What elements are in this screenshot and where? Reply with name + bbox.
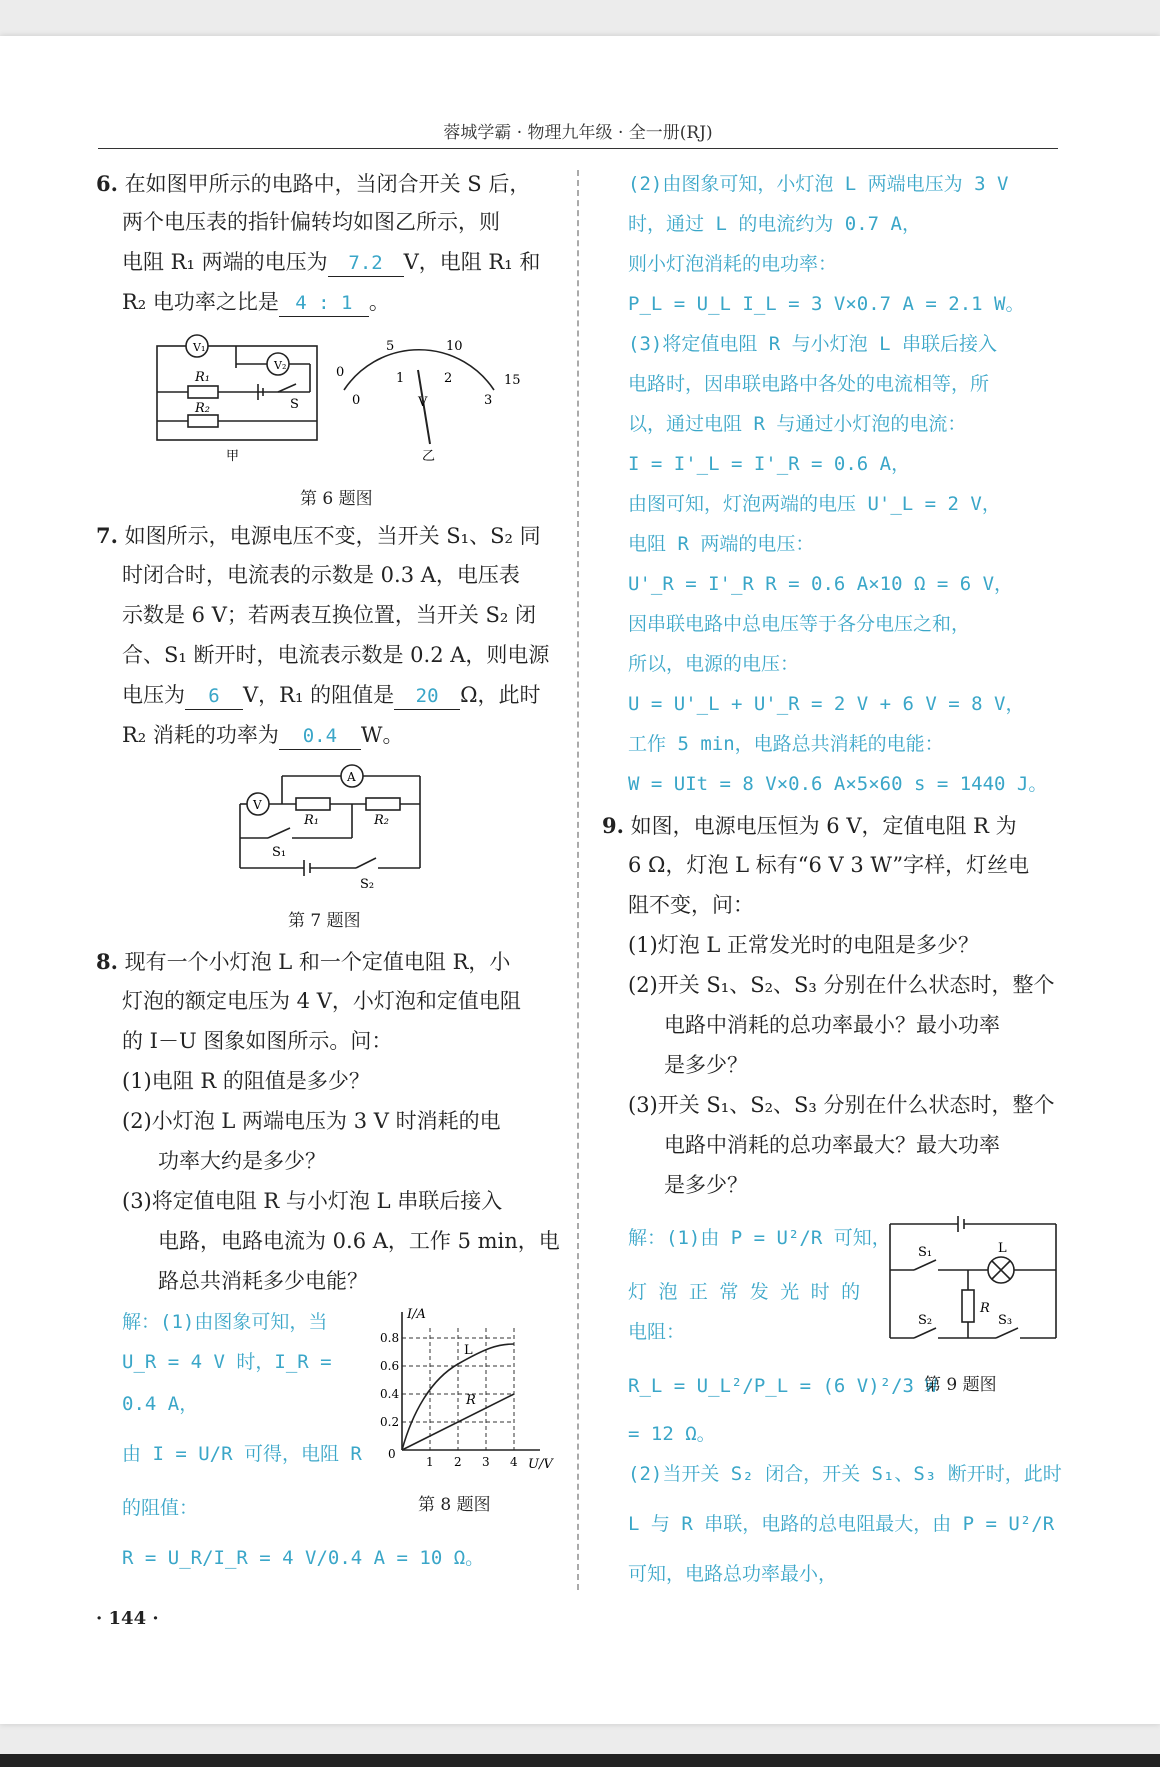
s2-label: S₂ <box>360 877 375 892</box>
y-tick: 0.2 <box>380 1415 400 1429</box>
header-rule <box>98 148 1058 149</box>
answer-line: 时，通过 L 的电流约为 0.7 A， <box>628 213 921 235</box>
q6-line-4b: 。 <box>368 290 390 314</box>
v1-label: V₁ <box>193 341 206 354</box>
meter-tick-bottom: 3 <box>484 393 493 408</box>
question-number: 9. <box>602 813 624 838</box>
q8-solution-6: R = U_R/I_R = 4 V/0.4 A = 10 Ω。 <box>122 1547 485 1569</box>
origin-label: 0 <box>388 1447 396 1461</box>
q9-solution-2: 灯 泡 正 常 发 光 时 的 <box>628 1281 861 1303</box>
answer-line: W = UIt = 8 V×0.6 A×5×60 s = 1440 J。 <box>628 773 1048 795</box>
column-divider <box>577 170 579 1590</box>
q9-caption: 第 9 题图 <box>924 1375 997 1395</box>
answer-line: 所以，电源的电压： <box>628 653 800 675</box>
q8-part-3b: 电路，电路电流为 0.6 A，工作 5 min，电 <box>158 1229 560 1253</box>
r2-resistor <box>188 415 218 427</box>
q9-line-3: 阻不变，问： <box>628 893 754 917</box>
fig-yi-label: 乙 <box>422 449 436 464</box>
q7-line-4: 合、S₁ 断开时，电流表示数是 0.2 A，则电源 <box>122 643 550 667</box>
meter-tick-top: 10 <box>446 339 463 354</box>
answer-line: P_L = U_L I_L = 3 V×0.7 A = 2.1 W。 <box>628 293 1025 315</box>
q9-part-3a: (3)开关 S₁、S₂、S₃ 分别在什么状态时，整个 <box>628 1093 1055 1117</box>
q9-figure <box>884 1212 1064 1352</box>
q8-graph <box>380 1304 560 1484</box>
q6-line-2: 两个电压表的指针偏转均如图乙所示，则 <box>122 210 500 234</box>
answer-line: 因串联电路中总电压等于各分电压之和， <box>628 613 971 635</box>
q7-answer-2: 20 <box>394 684 460 710</box>
q7-line-6b: W。 <box>360 723 404 747</box>
meter-tick-bottom: 2 <box>444 371 453 386</box>
q9-solution-3: 电阻： <box>628 1321 686 1343</box>
q9-solution-1: 解：(1)由 P = U²/R 可知， <box>628 1227 891 1249</box>
q8-line-2: 灯泡的额定电压为 4 V，小灯泡和定值电阻 <box>122 989 521 1013</box>
q8-solution-3: 0.4 A， <box>122 1393 199 1415</box>
r1-resistor <box>188 386 218 398</box>
q8-part-1: (1)电阻 R 的阻值是多少？ <box>122 1069 370 1093</box>
lamp-label: L <box>998 1241 1007 1256</box>
answer-line: 工作 5 min，电路总共消耗的电能： <box>628 733 944 755</box>
q9-solution-6: (2)当开关 S₂ 闭合，开关 S₁、S₃ 断开时，此时 <box>628 1463 1062 1485</box>
meter-tick-top: 5 <box>386 339 395 354</box>
s1-label: S₁ <box>918 1245 933 1260</box>
s2-label: S₂ <box>918 1313 933 1328</box>
ammeter-label: A <box>347 770 356 784</box>
answer-line: 电路时，因串联电路中各处的电流相等，所 <box>628 373 990 395</box>
page-number: · 144 · <box>96 1608 159 1629</box>
q9-solution-5: = 12 Ω。 <box>628 1423 716 1445</box>
q8-part-3a: (3)将定值电阻 R 与小灯泡 L 串联后接入 <box>122 1189 503 1213</box>
q7-line-5c: Ω，此时 <box>460 683 541 707</box>
q7-line-1: 如图所示，电源电压不变，当开关 S₁、S₂ 同 <box>124 524 541 548</box>
y-axis-label: I/A <box>407 1307 426 1322</box>
x-tick: 3 <box>482 1455 490 1469</box>
q6-circuit-frame <box>157 346 317 440</box>
meter-unit: V <box>418 395 428 410</box>
q9-line-1: 如图，电源电压恒为 6 V，定值电阻 R 为 <box>630 814 1017 838</box>
answer-line: (3)将定值电阻 R 与小灯泡 L 串联后接入 <box>628 333 997 355</box>
q6-figure <box>150 326 550 466</box>
q8-caption: 第 8 题图 <box>418 1495 491 1515</box>
q9-part-2b: 电路中消耗的总功率最小？最小功率 <box>664 1013 1000 1037</box>
question-number: 7. <box>96 523 118 548</box>
meter-tick-bottom: 1 <box>396 371 405 386</box>
question-number: 6. <box>96 171 118 196</box>
r1-label: R₁ <box>304 813 319 828</box>
answer-line: I = I'_L = I'_R = 0.6 A， <box>628 453 911 475</box>
q7-answer-3: 0.4 <box>279 724 361 750</box>
q9-part-2a: (2)开关 S₁、S₂、S₃ 分别在什么状态时，整个 <box>628 973 1055 997</box>
fig-jia-label: 甲 <box>226 449 240 464</box>
voltmeter-label: V <box>253 798 262 812</box>
resistor-r <box>962 1290 974 1322</box>
q7-line-5a: 电压为 <box>122 683 185 707</box>
curve-r-label: R <box>466 1393 476 1408</box>
question-number: 8. <box>96 949 118 974</box>
q7-line-6a: R₂ 消耗的功率为 <box>122 723 279 747</box>
answer-line: 以，通过电阻 R 与通过小灯泡的电流： <box>628 413 967 435</box>
r1-resistor <box>296 798 330 810</box>
q7-figure <box>232 762 432 892</box>
switch-label: S <box>290 397 299 412</box>
x-tick: 4 <box>510 1455 518 1469</box>
q7-answer-1: 6 <box>185 684 243 710</box>
answer-line: 则小灯泡消耗的电功率： <box>628 253 838 275</box>
q8-solution-4: 由 I = U/R 可得，电阻 R <box>122 1443 362 1465</box>
q8-line-3: 的 I－U 图象如图所示。问： <box>122 1029 393 1053</box>
q6-answer-2: 4 : 1 <box>279 291 369 317</box>
q8-part-3c: 路总共消耗多少电能？ <box>158 1269 368 1293</box>
q9-line-2: 6 Ω，灯泡 L 标有“6 V 3 W”字样，灯丝电 <box>628 853 1030 877</box>
q7-line-5b: V，R₁ 的阻值是 <box>243 683 395 707</box>
r2-label: R₂ <box>374 813 389 828</box>
q9-solution-7: L 与 R 串联，电路的总电阻最大，由 P = U²/R <box>628 1513 1055 1535</box>
r2-label: R₂ <box>195 401 210 416</box>
q8-line-1: 现有一个小灯泡 L 和一个定值电阻 R，小 <box>124 950 511 974</box>
answer-line: (2)由图象可知，小灯泡 L 两端电压为 3 V <box>628 173 1009 195</box>
q9-solution-8: 可知，电路总功率最小， <box>628 1563 838 1585</box>
q6-line-4a: R₂ 电功率之比是 <box>122 290 279 314</box>
answer-line: 由图可知，灯泡两端的电压 U'_L = 2 V， <box>628 493 1001 515</box>
q8-solution-2: U_R = 4 V 时，I_R = <box>122 1351 332 1373</box>
y-tick: 0.6 <box>380 1359 400 1373</box>
y-tick: 0.4 <box>380 1387 400 1401</box>
q8-solution-5: 的阻值： <box>122 1497 199 1519</box>
r-label: R <box>980 1301 990 1316</box>
q8-solution-1: 解：(1)由图象可知，当 <box>122 1311 328 1333</box>
q9-part-1: (1)灯泡 L 正常发光时的电阻是多少？ <box>628 933 980 957</box>
q8-part-2b: 功率大约是多少？ <box>158 1149 326 1173</box>
bottom-bar <box>0 1754 1160 1767</box>
answer-line: U'_R = I'_R R = 0.6 A×10 Ω = 6 V， <box>628 573 1014 595</box>
q6-line-1: 在如图甲所示的电路中，当闭合开关 S 后， <box>124 172 531 196</box>
y-tick: 0.8 <box>380 1331 400 1345</box>
q6-line-3a: 电阻 R₁ 两端的电压为 <box>122 250 328 274</box>
answer-line: U = U'_L + U'_R = 2 V + 6 V = 8 V， <box>628 693 1025 715</box>
x-axis-label: U/V <box>528 1457 553 1472</box>
x-tick: 2 <box>454 1455 462 1469</box>
curve-l-label: L <box>464 1343 473 1358</box>
q9-solution-4: R_L = U_L²/P_L = (6 V)²/3 W <box>628 1375 937 1397</box>
x-tick: 1 <box>426 1455 434 1469</box>
meter-tick-top: 15 <box>504 373 521 388</box>
meter-tick-top: 0 <box>336 365 345 380</box>
q8-part-2a: (2)小灯泡 L 两端电压为 3 V 时消耗的电 <box>122 1109 501 1133</box>
q7-caption: 第 7 题图 <box>288 911 361 931</box>
s1-label: S₁ <box>272 845 287 860</box>
q7-line-3: 示数是 6 V；若两表互换位置，当开关 S₂ 闭 <box>122 603 537 627</box>
v2-label: V₂ <box>274 359 287 372</box>
q9-part-2c: 是多少？ <box>664 1053 748 1077</box>
answer-line: 电阻 R 两端的电压： <box>628 533 815 555</box>
q6-caption: 第 6 题图 <box>300 489 373 509</box>
q9-part-3c: 是多少？ <box>664 1173 748 1197</box>
q7-line-2: 时闭合时，电流表的示数是 0.3 A，电压表 <box>122 563 520 587</box>
meter-tick-bottom: 0 <box>352 393 361 408</box>
q6-line-3b: V，电阻 R₁ 和 <box>403 250 541 274</box>
q9-part-3b: 电路中消耗的总功率最大？最大功率 <box>664 1133 1000 1157</box>
q6-answer-1: 7.2 <box>328 251 404 277</box>
s3-label: S₃ <box>998 1313 1013 1328</box>
page-header: 蓉城学霸 · 物理九年级 · 全一册(RJ) <box>443 123 713 143</box>
meter-scale-arc <box>344 350 494 390</box>
r2-resistor <box>366 798 400 810</box>
r1-label: R₁ <box>195 370 210 385</box>
